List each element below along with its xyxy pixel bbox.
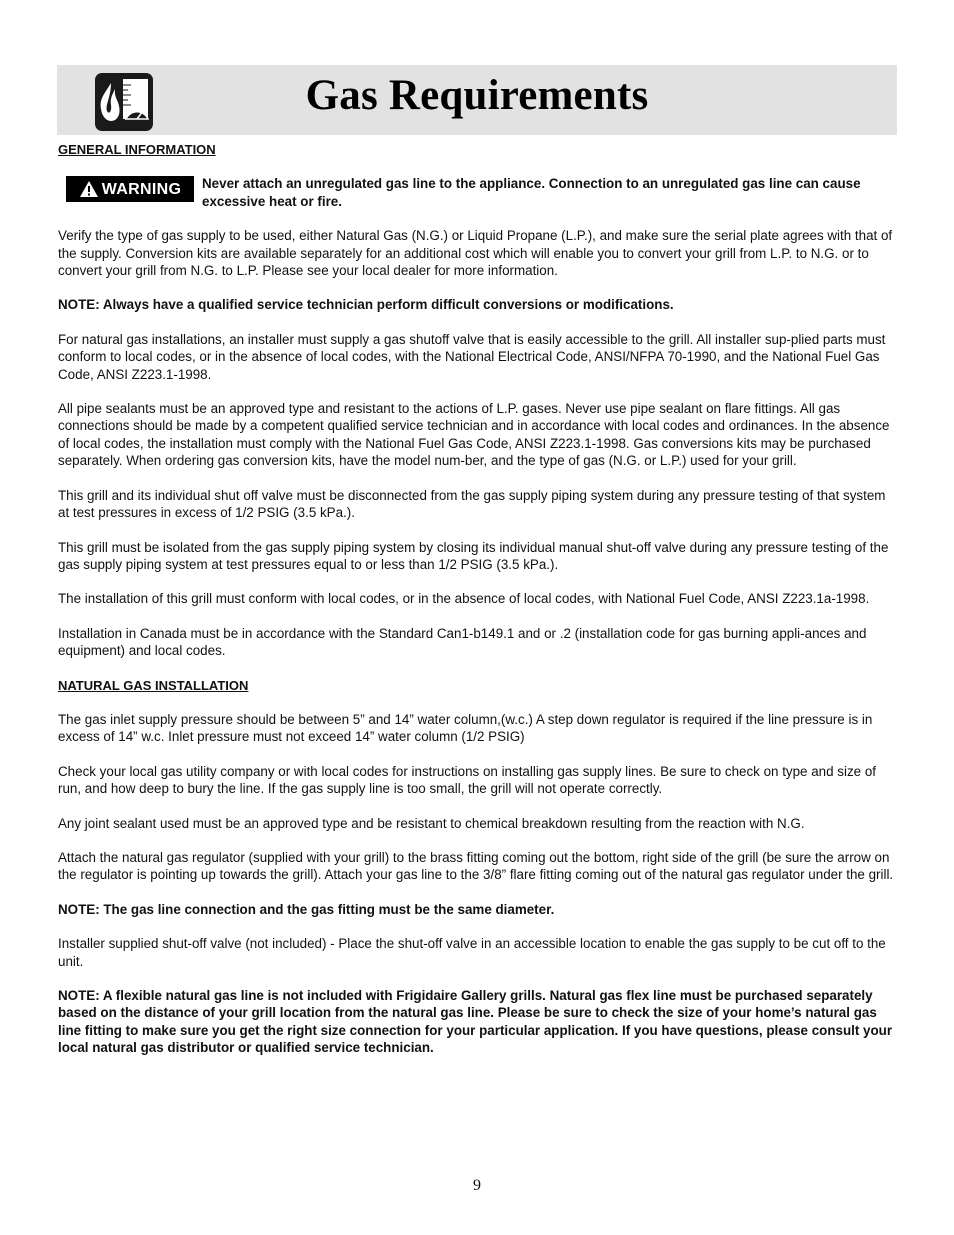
paragraph: This grill must be isolated from the gas supply piping system by closing its individual manual shut-off valve during any pressure testing of the gas supply piping system at test pressures equal to or less than 1/2 PSIG (3.5 kPa.). xyxy=(58,539,889,572)
paragraph: Attach the natural gas regulator (supplied with your grill) to the brass fitting coming out the bottom, right side of the grill (be sure the arrow on the regulator is pointing up towards the grill). Attach your gas line to the 3/8” flare fitting coming out of the natural gas regulator under the grill. xyxy=(58,849,894,883)
paragraph: Verify the type of gas supply to be used, either Natural Gas (N.G.) or Liquid Propane (L.P.), and make sure the serial plate agrees with that of the supply. Conversion kits are available separately for an additional cost which will enable you to convert your grill from L.P. to N.G. or to convert your grill from N.G. to L.P. Please see your local dealer for more information. xyxy=(58,228,893,279)
note: NOTE: Always have a qualified service technician perform difficult conversions or modifications. xyxy=(58,297,674,313)
page-header xyxy=(57,65,897,135)
section-heading-general: GENERAL INFORMATION xyxy=(58,142,216,157)
page-number: 9 xyxy=(473,1177,481,1194)
warning-triangle-icon xyxy=(79,180,99,198)
note: NOTE: A flexible natural gas line is not included with Frigidaire Gallery grills. Natural gas flex line must be purchased separately based on the distance of your grill location from the natural gas line. Please be sure to check the size of your home’s natural gas line fitting to make sure you get the right size connection for your particular application. If you have questions, please consult your local natural gas distributor or qualified service technician. xyxy=(58,988,893,1056)
warning-callout xyxy=(58,175,898,210)
document-body xyxy=(58,141,898,1057)
paragraph: The gas inlet supply pressure should be between 5” and 14” water column,(w.c.) A step down regulator is required if the line pressure is in excess of 14” w.c. Inlet pressure must not exceed 14” water column (1/2 PSIG) xyxy=(58,711,873,745)
warning-text: Never attach an unregulated gas line to the appliance. Connection to an unregulated gas line can cause excessive heat or fire. xyxy=(202,176,861,209)
section-heading-natural-gas: NATURAL GAS INSTALLATION xyxy=(58,677,249,693)
paragraph: This grill and its individual shut off valve must be disconnected from the gas supply piping system during any pressure testing of that system at test pressures in excess of 1/2 PSIG (3.5 kPa.). xyxy=(58,487,886,521)
warning-badge xyxy=(66,176,194,202)
paragraph: Check your local gas utility company or with local codes for instructions on installing gas supply lines. Be sure to check on type and size of run, and how deep to bury the line. If the gas supply line is too small, the grill will not operate correctly. xyxy=(58,763,876,797)
paragraph: All pipe sealants must be an approved type and resistant to the actions of L.P. gases. Never use pipe sealant on flare fittings. All gas connections should be made by a competent qualified service technician and in accordance with local codes and ordinances. In the absence of local codes, the installation must comply with the National Fuel Gas Code, ANSI Z223.1-1998. Gas conversions kits may be purchased separately. When ordering gas conversion kits, have the model num-ber, and the type of gas (N.G. or L.P.) used for your grill. xyxy=(58,401,890,469)
paragraph: For natural gas installations, an installer must supply a gas shutoff valve that is easily accessible to the grill. All installer sup-plied parts must conform to local codes, or in the absence of local codes, with the National Electrical Code, ANSI/NFPA 70-1990, and the National Fuel Gas Code, ANSI Z223.1-1998. xyxy=(58,331,886,382)
paragraph: Installation in Canada must be in accordance with the Standard Can1-b149.1 and or .2 (installation code for gas burning appli-ances and equipment) and local codes. xyxy=(58,625,867,659)
paragraph: Installer supplied shut-off valve (not included) - Place the shut-off valve in an accessible location to enable the gas supply to be cut off to the unit. xyxy=(58,936,886,969)
paragraph: Any joint sealant used must be an approved type and be resistant to chemical breakdown resulting from the reaction with N.G. xyxy=(58,815,805,831)
page-title: Gas Requirements xyxy=(305,72,649,119)
paragraph: The installation of this grill must conform with local codes, or in the absence of local codes, with National Fuel Code, ANSI Z223.1a-1998. xyxy=(58,591,870,607)
note: NOTE: The gas line connection and the gas fitting must be the same diameter. xyxy=(58,901,555,917)
warning-label: WARNING xyxy=(101,180,182,198)
